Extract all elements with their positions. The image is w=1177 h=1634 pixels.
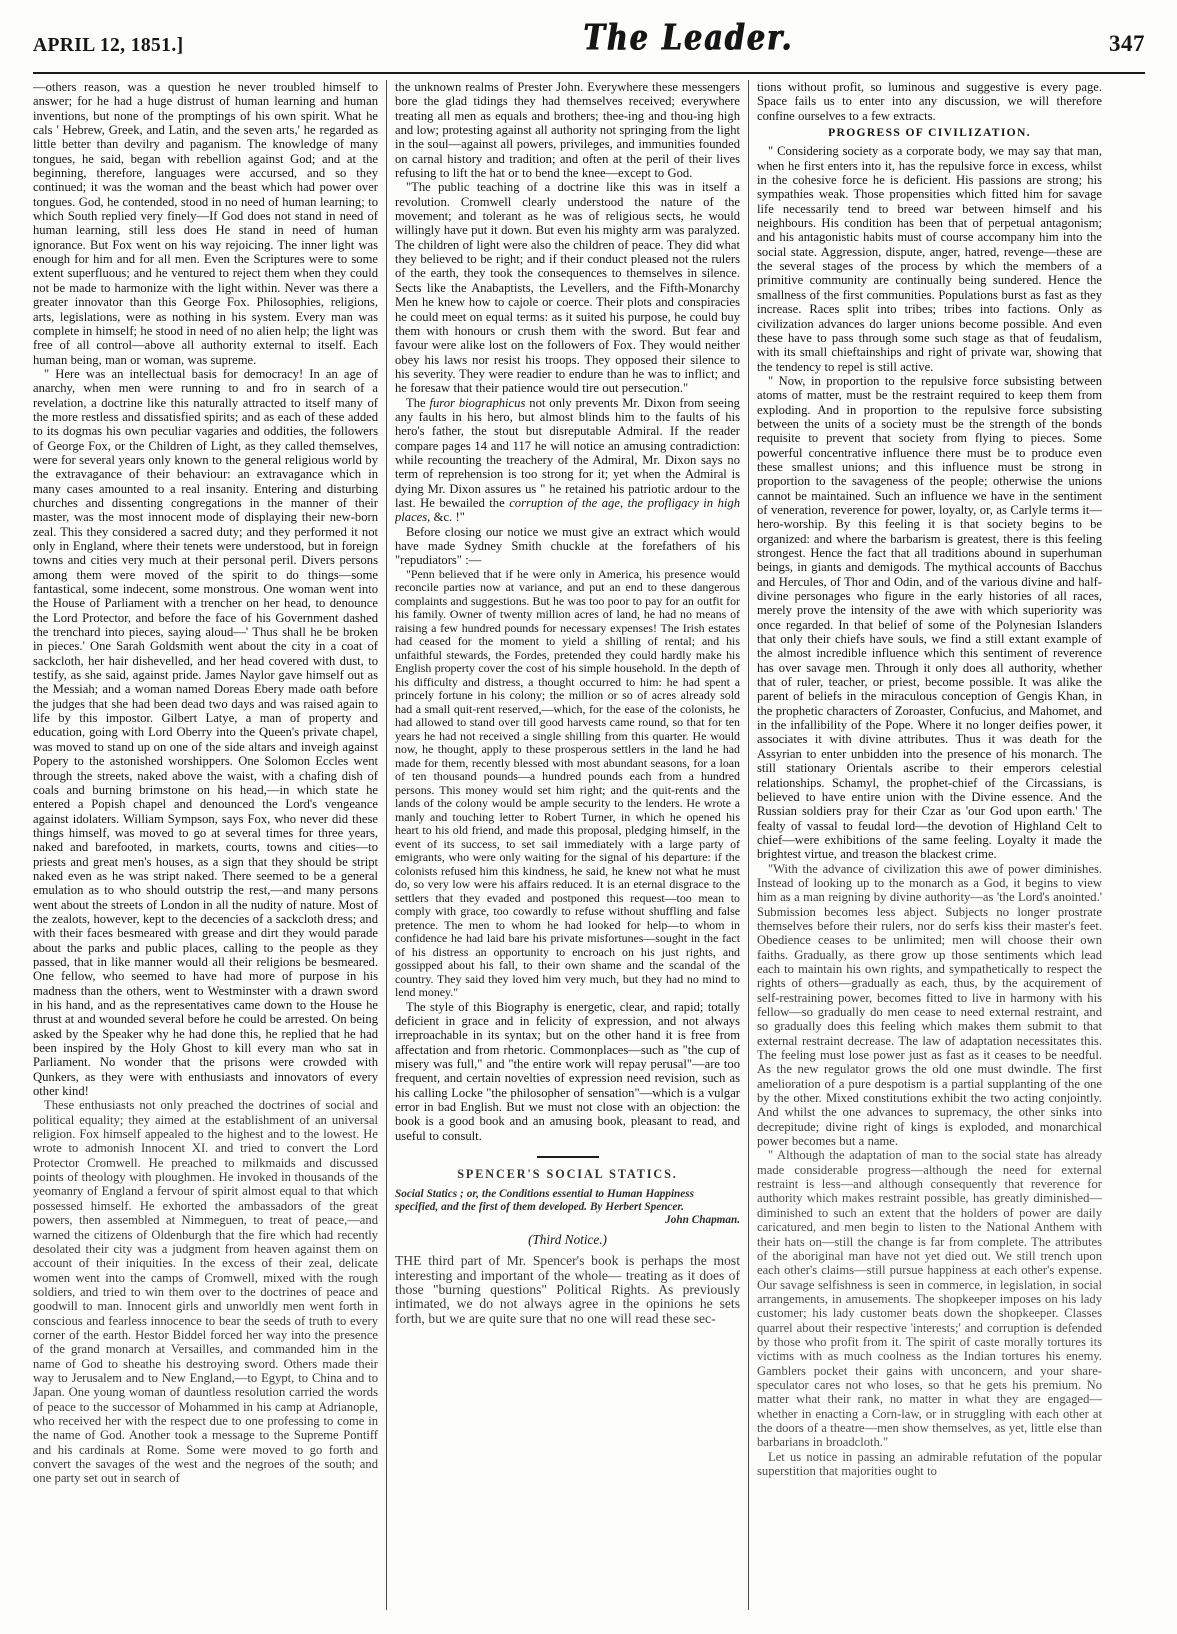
masthead-rule — [33, 72, 1145, 74]
furor-paragraph — [395, 396, 740, 525]
column-layout — [33, 80, 1145, 1610]
page-number: 347 — [1108, 31, 1145, 56]
column-3 — [757, 80, 1102, 1610]
italic-phrase: furor biographicus — [429, 395, 526, 410]
paragraph: " Now, in proportion to the repulsive force subsisting between atoms of matter, must be the restraint required to keep them from exploding. And in proportion to the repulsive force subsisting between the units of a society must be the strength of the bonds requisite to prevent that society from flying to pieces. Some powerful concentrative influence there must be to produce even these smallest unions; and this influence must be strong in proportion to the savageness of the people; otherwise the unions cannot be maintained. Such an influence we have in the sentiment of veneration, reverence for power, loyalty, or, as Carlyle terms it—hero-worship. By this feeling it is that society begins to be organized: and where the barbarism is greatest, there is this feeling strongest. Hence the fact that all traditions abound in superhuman beings, in giants and demigods. The mythical accounts of Bacchus and Hercules, of Thor and Odin, and of the various divine and half-divine personages who figure in the early histories of all races, merely prove the intensity of the awe with which superiority was once regarded. In that belief of some of the Polynesian Islanders that only their chiefs have souls, we find a still extant example of the almost incredible influence which this sentiment of reverence has over savage men. Through it only does all authority, whether that of ruler, teacher, or priest, become possible. It was alike the parent of beliefs in the miraculous conception of Gengis Khan, in the prophetic characters of Zoroaster, Confucius, and Mahomet, and in the infallibility of the Pope. Where it no longer deifies power, it associates it with divine attributes. Thus it was death for the Assyrian to enter unbidden into the presence of his monarch. The still stationary Orientals ascribe to their emperors celestial relationships. Schamyl, the prophet-chief of the Circassians, is believed to have entire union with the Divine essence. And the Russian soldiers pray for their Czar as 'our God upon earth.' The fealty of vassal to feudal lord—the devotion of Highland Celt to chief—were exhibitions of the same feeling. Loyalty it made the brightest virtue, and treason the blackest crime. — [757, 373, 1102, 862]
column-divider — [386, 80, 387, 1610]
issue-date: APRIL 12, 1851.] — [33, 35, 184, 56]
paragraph: These enthusiasts not only preached the doctrines of social and political equality; they aimed at the establishment of an universal religion. Fox himself appealed to the highest and to the lowest. He wrote to admonish Innocent XI. and tried to convert the Lord Protector Cromwell. He preached to milkmaids and discussed points of theology with ploughmen. He invoked in thousands of the yeomanry of England a fervour of spirit almost equal to that which possessed himself. He exhorted the ambassadors of the great powers, then assembled at Nimmeguen, to treat of peace,—and warned the citizens of Oldenburgh that the fire which had recently desolated their city was a judgment from heaven against them on account of their iniquities. In the excess of their zeal, delicate women went into the camps of Cromwell, mixed with the rough soldiers, and tried to win them over to the doctrines of peace and goodwill to man. Innocent girls and unworldly men went forth in conscious and fearless innocence to bear the seeds of truth to every corner of the earth. Hestor Biddel forced her way into the presence of the grand monarch at Versailles, and commanded him in the name of God to sheathe his destroying sword. Others made their way to Jerusalem and to New England,—to Egypt, to China and to Japan. One young woman of dauntless resolution carried the words of peace to the successor of Mohammed in his camp at Adrianople, who received her with the respect due to one professing to come in the name of God. Another took a message to the Supreme Pontiff and his cardinals at Rome. Some were moved to go forth and convert the savages of the west and the negroes of the south; and one party set out in search of — [33, 1098, 378, 1486]
publication-title: The Leader. — [583, 17, 794, 59]
block-quote: "Penn believed that if he were only in America, his presence would reconcile parties now at variance, and put an end to these dangerous complaints and suggestions. But he was too poor to pay for an outfit for his family. Owner of twenty million acres of land, he had no means of raising a few hundred pounds for necessary expenses! The Irish estates had ceased for the moment to yield a shilling of rental; and his unfaithful stewards, the Fordes, pretended they could hardly make his English property cover the cost of his simple household. In the depth of his difficulty and distress, a thought occurred to him: he had spent a princely fortune in his colony; the million or so of acres already sold had a small quit-rent reserved,—which, for the ease of the colonists, he had allowed to stand over till good harvests came round, so that for ten years he had not received a single shilling from this quarter. He would now, he thought, apply to these prosperous settlers in the land he had made for them, recently blessed with most abundant seasons, for a loan of ten thousand pounds—a hundred pounds each from a hundred persons. This money would set him right; and the quit-rents and the lands of the colony would be ample security to the lenders. He wrote a manly and touching letter to Robert Turner, in which he opened his heart to his old friend, and made this proposal, pledging himself, in the event of its success, to set sail immediately with a large party of emigrants, who were only waiting for the signal of his departure: if the colonists refused him this kindness, he said, he knew not what he must do, so very low were his affairs reduced. It is an eternal disgrace to the settlers that they evaded and postponed this request—too mean to comply with grace, too cowardly to refuse without shuffling and false pretence. The men to whom he had looked for help—to whom in confidence he had laid bare his private misfortunes—sought in the fact of his distress an opportunity to encroach on his just rights, and gossipped about his fall, to their own shame and the scandal of the country. They said they loved him very much, but they had no mind to lend money." — [395, 566, 740, 1000]
paragraph: "The public teaching of a doctrine like this was in itself a revolution. Cromwell clearly understood the nature of the movement; and tolerant as he was of religious sects, he would willingly have put it down. But even his mighty arm was paralyzed. The children of light were also the children of peace. They did what they believed to be right; and if their conduct pleased not the rulers of the earth, they took the consequences to themselves in silence. Sects like the Anabaptists, the Levellers, and the Fifth-Monarchy Men he knew how to cajole or coerce. Their plots and conspiracies he could meet on equal terms: as it suited his purpose, he could buy them with honours or crush them with the sword. But fear and favour were alike lost on the followers of Fox. They would neither obey his laws nor resist his troops. They opposed their silence to his severity. They were readier to endure than he was to inflict; and he foresaw that their patience would tire out persecution." — [395, 180, 740, 396]
section-heading: PROGRESS OF CIVILIZATION. — [828, 126, 1031, 140]
text-run: The — [406, 395, 430, 410]
paragraph: " Considering society as a corporate body, we may say that man, when he first enters into it, has the repulsive force in excess, whilst in the cohesive force he is deficient. His passions are strong; his sympathies weak. Those propensities which fitted him for savage life necessarily tend to breed war between himself and his neighbours. His condition has been that of perpetual antagonism; and his antagonistic habits must of course accompany him into the social state. Aggression, dispute, anger, hatred, revenge—these are the several stages of the process by which the members of a primitive community are continually being sundered. Hence the smallness of the first communities. Populations burst as fast as they increase. Races split into tribes; tribes into factions. Only as civilization advances do larger unions become possible. And even these have to pass through some such stage as that of feudalism, with its small chieftainships and right of private war, showing that the tendency to repel is still active. — [757, 144, 1102, 374]
book-citation-line-1: Social Statics ; or, the Conditions essential to Human Happiness — [395, 1188, 694, 1201]
section-heading: SPENCER'S SOCIAL STATICS. — [457, 1166, 678, 1181]
column-divider — [748, 80, 749, 1610]
paragraph: Before closing our notice we must give an extract which would have made Sydney Smith chuckle at the forefathers of his "repudiators" :— — [395, 524, 740, 568]
column-1 — [33, 80, 378, 1610]
paragraph: " Here was an intellectual basis for democracy! In an age of anarchy, when men were running to and fro in search of a revelation, a doctrine like this naturally attracted to itself many of the more restless and dissatisfied spirits; and as each of these added to its dogmas his own peculiar vagaries and oddities, the followers of George Fox, or the Children of Light, as they called themselves, were for several years only known to the general religious world by the extravagance of their behaviour: an extravagance which in many cases amounted to a real insanity. Entering and disturbing churches and dissenting congregations in the manner of their master, was the most innocent mode of displaying their new-born zeal. This they considered a sacred duty; and they performed it not only in England, where their tenets were understood, but in foreign towns and cities very much at their personal peril. Divers persons among them were moved of the spirit to do things—some fantastical, some indecent, some monstrous. One woman went into the House of Parliament with a trencher on her head, to denounce the Lord Protector, and before the face of his Government dashed the trenchard into pieces, saying aloud—' Thus shall he be broken in pieces.' One Sarah Goldsmith went about the city in a coat of sackcloth, her hair dishevelled, and her head covered with dust, to testify, as she said, against pride. James Naylor gave himself out as the Messiah; and a woman named Doreas Ebery made oath before the judges that she had been dead two days and was raised again to life by this impostor. Gilbert Latye, a man of property and education, going with Lord Oberry into the Queen's private chapel, was moved to stand up on one of the side altars and inveigh against Popery to the astonished worshippers. One Solomon Eccles went through the streets, naked above the waist, with a chafing dish of coals and burning brimstone on his head,—in which state he entered a Popish chapel and denounced the Lord's vengeance against idolaters. William Sympson, says Fox, who never did these things himself, was moved to go at several times for three years, naked and barefooted, in markets, courts, towns and cities—to priests and great men's houses, as a sign that they should be stript naked even as he was stript naked. There seemed to be a general emulation as to who should outstrip the rest,—and many persons went about the streets of London in all the nudity of nature. Most of the zealots, however, kept to the decencies of a sackcloth dress; and with their faces besmeared with grease and dirt they would parade about the parks and public places, calling to the people as they passed, that in like manner would all their religions be besmeared. One fellow, who seemed to have had more of purpose in his madness than the others, went to Westminster with a drawn sword in his hand, and as the representatives came down to the House he thrust at and wounded several before he could be arrested. On being asked by the Speaker why he had done this, he replied that he had been inspired by the Holy Ghost to kill every man who sat in Parliament. No wonder that the prisons were crowded with Qunkers, as they were with enthusiasts and innovators of every other kind! — [33, 366, 378, 1099]
section-rule — [537, 1156, 599, 1158]
text-run: not only prevents Mr. Dixon from seeing any faults in his hero, but almost blinds him to the faults of his hero's father, the stout but disreputable Admiral. If the reader compare pages 14 and 117 he will notice an amusing contradiction: while recounting the treachery of the Admiral, Mr. Dixon says no term of reprehension is too strong for it; yet when the Admiral is dying Mr. Dixon assures us " he retained his patriotic ardour to the last. He bewailed the — [395, 395, 740, 510]
paragraph: The style of this Biography is energetic, clear, and rapid; totally deficient in grace and in felicity of expression, and not always irreproachable in its syntax; but on the other hand it is free from affectation and from rhetoric. Commonplaces—such as "the cup of misery was full," and "the entire work will repay perusal"—are too frequent, and certain novelties of expression need revision, such as his calling Locke "the philosopher of sensation"—which is a vulgar error in bad English. But we must not close with an objection: the book is a good book and an amusing book, pleasant to read, and useful to consult. — [395, 999, 740, 1143]
paragraph: Let us notice in passing an admirable refutation of the popular superstition that majorities ought to — [757, 1449, 1102, 1478]
paragraph: the unknown realms of Prester John. Everywhere these messengers bore the glad tidings they had themselves received; everywhere treating all men as equals and brothers; thee-ing and thou-ing high and low; protesting against all authority not springing from the light in the soul—against all powers, privileges, and immunities founded on carnal history and tradition; and often at the peril of their lives refusing to lift the hat or to bend the knee—except to God. — [395, 80, 740, 181]
notice-label: (Third Notice.) — [528, 1232, 607, 1248]
paragraph: THE third part of Mr. Spencer's book is perhaps the most interesting and important of the whole— treating as it does of those "burning questions" Political Rights. As previously intimated, we do not always agree in the opinions he sets forth, but we are quite sure that no one will read these sec- — [395, 1253, 740, 1326]
paragraph: tions without profit, so luminous and suggestive is every page. Space fails us to enter into any discussion, we will therefore confine ourselves to a few extracts. — [757, 80, 1102, 123]
book-publisher: John Chapman. — [665, 1214, 740, 1227]
paragraph: " Although the adaptation of man to the social state has already made considerable progress—although the need for external restraint is less—and although consequently that reverence for authority which makes restraint possible, has greatly diminished—diminished to such an extent that the holders of power are daily caricatured, and men begin to listen to the National Anthem with their hats on—still the change is far from complete. The attributes of the aboriginal man have not yet died out. We still trench upon each other's claims—still pursue happiness at each other's expense. Our savage selfishness is seen in commerce, in legislation, in social arrangements, in amusements. The shopkeeper imposes on his lady customer; his lady customer beats down the shopkeeper. Classes quarrel about their respective 'interests;' and corruption is defended by those who profit from it. The spirit of caste morally tortures its victims with as much coolness as the Indian tortures his enemy. Gamblers pocket their gains with unconcern, and your share-speculator cares not who loses, so that he gets his premium. No matter what their rank, no matter in what they are engaged—whether in enacting a Corn-law, or in struggling with each other at the doors of a theatre—men show themselves, as yet, little else than barbarians in broadcloth." — [757, 1148, 1102, 1450]
masthead — [33, 17, 1145, 68]
italic-phrase: corruption of the age, the profligacy in high places, — [395, 495, 740, 525]
paragraph: "With the advance of civilization this awe of power diminishes. Instead of looking up to the monarch as a God, it begins to view him as a man reigning by divine authority—as 'the Lord's anointed.' Submission becomes less abject. Subjects no longer prostrate themselves before their rulers, nor do serfs kiss their master's feet. Obedience ceases to be unlimited; men will choose their own faiths. Gradually, as there grow up those sentiments which lead each to maintain his own rights, and sympathetically to respect the rights of others—gradually as each, thus, by the acquirement of self-restraining power, becomes fitted to live in harmony with his fellow—so gradually do men cease to need external restraint, and so gradually does this feeling which makes them submit to that external restraint decrease. The law of adaptation necessitates this. The feeling must lose power just as fast as it ceases to be needful. As the new regulator grows the old one must dwindle. The first amelioration of a pure despotism is a partial supplanting of the one by the other. Mixed constitutions exhibit the two acting conjointly. And whilst the one advances to supremacy, the other sinks into decrepitude; divine right of kings is exploded, and monarchical power becomes but a name. — [757, 861, 1102, 1149]
column-2 — [395, 80, 740, 1610]
book-citation-line-2: specified, and the first of them developed. By Herbert Spencer. — [395, 1201, 684, 1214]
text-run: &c. !" — [430, 510, 465, 525]
paragraph: —others reason, was a question he never troubled himself to answer; for he had a huge distrust of human learning and human inventions, but none of the promptings of his own spirit. What he cals ' Hebrew, Greek, and Latin, and the seven arts,' he regarded as little better than devilry and paganism. The knowledge of many tongues, he said, began with rebellion against God; and at the beginning, therefore, languages were accursed, and so they continued; it was the woman and the beast which had power over tongues. God, he contended, stood in no need of human learning; to which South replied very finely—If God does not stand in need of human learning, still less does He stand in need of human ignorance. But Fox went on his way rejoicing. The inner light was enough for him and for all men. Even the Scriptures were to some extent superfluous; and he ventured to reject them when they could not be made to harmonize with the light within. Never was there a greater innovator than this George Fox. Philosophies, religions, arts, legislations, were as nothing in his system. Every man was complete in himself; he stood in need of no alien help; the light was free of all control—above all authority external to itself. Each human being, man or woman, was supreme. — [33, 80, 378, 367]
